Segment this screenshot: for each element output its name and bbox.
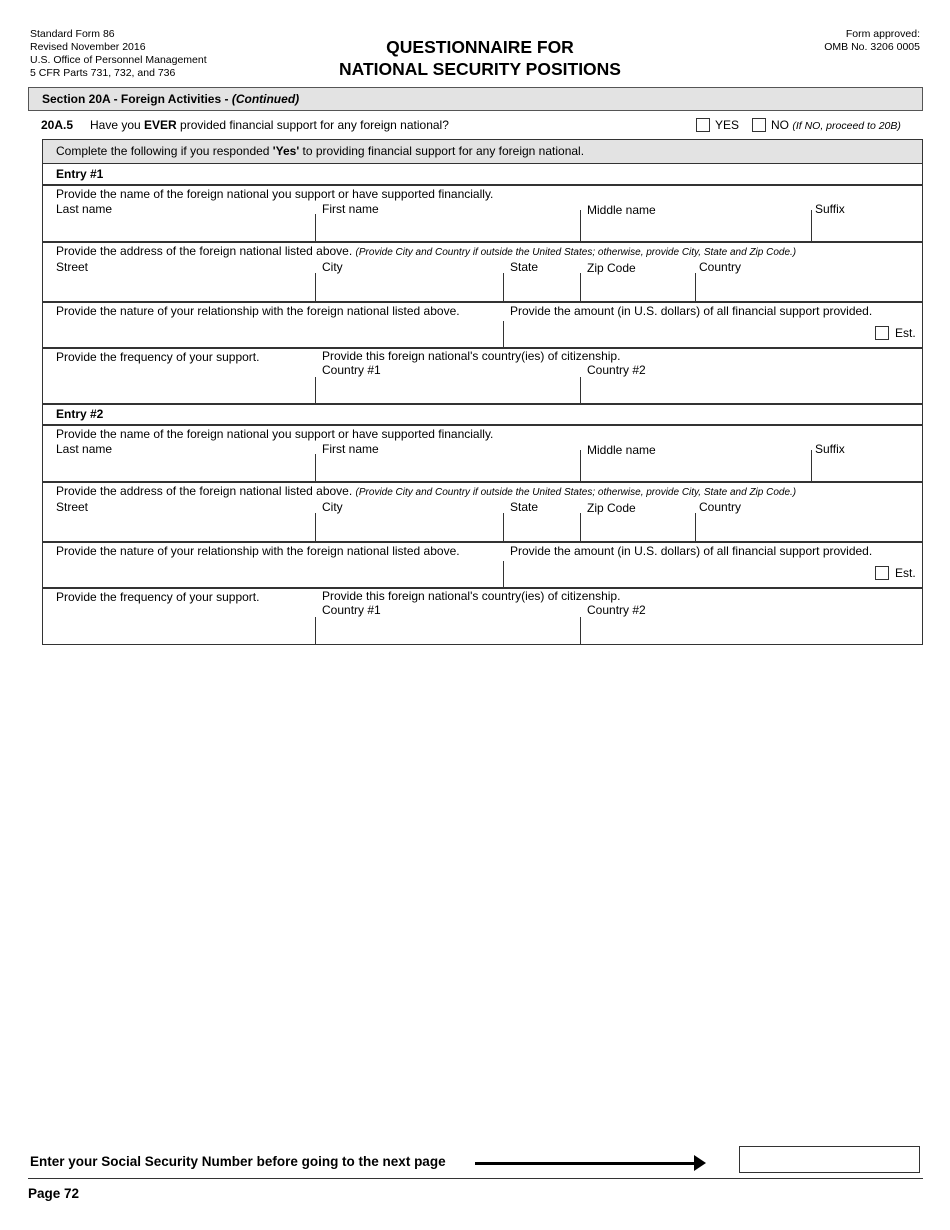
divider <box>43 184 922 186</box>
street-input[interactable] <box>43 273 315 301</box>
form-title-line1: QUESTIONNAIRE FOR <box>386 37 574 57</box>
question-row <box>28 111 923 139</box>
entry-title: Entry #1 <box>56 167 104 181</box>
no-option <box>752 117 901 132</box>
form-approval <box>824 28 920 54</box>
no-label <box>771 118 901 132</box>
street-label: Street <box>56 500 89 514</box>
divider <box>43 481 922 483</box>
est-label: Est. <box>895 326 916 340</box>
divider <box>43 241 922 243</box>
middle-name-label: Middle name <box>587 443 656 457</box>
address-prompt <box>56 244 796 258</box>
state-input[interactable] <box>504 513 580 541</box>
name-prompt: Provide the name of the foreign national you support or have supported financially. <box>56 427 494 441</box>
approval-line1: Form approved: <box>845 28 920 40</box>
middle-name-label: Middle name <box>587 203 656 217</box>
form-title-line2: NATIONAL SECURITY POSITIONS <box>339 59 621 79</box>
first-name-label: First name <box>322 202 379 216</box>
country1-label: Country #1 <box>322 603 381 617</box>
name-prompt: Provide the name of the foreign national you support or have supported financially. <box>56 187 494 201</box>
last-name-input[interactable] <box>43 214 315 242</box>
section-continued: (Continued) <box>231 92 300 106</box>
address-prompt-text: Provide the address of the foreign national listed above. <box>56 244 353 258</box>
question-text-post: provided financial support for any foreign national? <box>176 118 449 132</box>
section-title: Section 20A - Foreign Activities - <box>42 92 232 106</box>
relationship-input[interactable] <box>43 318 503 347</box>
no-label-text: NO <box>771 117 789 132</box>
country2-input[interactable] <box>581 377 922 403</box>
city-input[interactable] <box>316 273 503 301</box>
question-text-pre: Have you <box>90 118 145 132</box>
suffix-input[interactable] <box>812 454 922 482</box>
footer-divider <box>28 1178 923 1179</box>
last-name-input[interactable] <box>43 454 315 482</box>
divider <box>43 424 922 426</box>
approval-line2: OMB No. 3206 0005 <box>824 41 920 53</box>
yes-option <box>696 117 739 132</box>
address-prompt <box>56 484 796 498</box>
country2-label: Country #2 <box>587 603 646 617</box>
yes-checkbox[interactable] <box>696 118 710 132</box>
relationship-prompt: Provide the nature of your relationship with the foreign national listed above. <box>56 544 460 558</box>
country2-input[interactable] <box>581 617 922 644</box>
instruction-bar <box>43 140 922 164</box>
last-name-label: Last name <box>56 202 113 216</box>
arrow-right-icon <box>694 1155 706 1171</box>
form-identification <box>30 28 207 80</box>
page-number: Page 72 <box>28 1186 80 1201</box>
relationship-prompt: Provide the nature of your relationship with the foreign national listed above. <box>56 304 460 318</box>
first-name-input[interactable] <box>316 214 580 242</box>
yes-label: YES <box>715 117 740 132</box>
ssn-input[interactable] <box>739 1146 920 1173</box>
citizenship-prompt: Provide this foreign national's country(ies) of citizenship. <box>322 589 621 603</box>
city-label: City <box>322 260 343 274</box>
divider <box>43 403 922 405</box>
question-number: 20A.5 <box>41 118 74 132</box>
financial-support-table <box>42 139 923 645</box>
street-label: Street <box>56 260 89 274</box>
form-id-line: Revised November 2016 <box>30 41 146 53</box>
ssn-prompt: Enter your Social Security Number before going to the next page <box>30 1154 446 1169</box>
country-label: Country <box>699 260 742 274</box>
est-label: Est. <box>895 566 916 580</box>
suffix-label: Suffix <box>815 202 845 216</box>
first-name-label: First name <box>322 442 379 456</box>
divider <box>43 541 922 543</box>
frequency-prompt: Provide the frequency of your support. <box>56 590 260 604</box>
frequency-prompt: Provide the frequency of your support. <box>56 350 260 364</box>
est-checkbox[interactable] <box>875 326 889 340</box>
amount-prompt: Provide the amount (in U.S. dollars) of all financial support provided. <box>510 544 873 558</box>
country1-input[interactable] <box>316 617 580 644</box>
no-checkbox[interactable] <box>752 118 766 132</box>
amount-input[interactable] <box>504 561 874 587</box>
first-name-input[interactable] <box>316 454 580 482</box>
address-note: (Provide City and Country if outside the United States; otherwise, provide City, State and Zip Code.) <box>355 247 797 258</box>
frequency-input[interactable] <box>43 364 315 403</box>
last-name-label: Last name <box>56 442 113 456</box>
suffix-input[interactable] <box>812 214 922 242</box>
city-input[interactable] <box>316 513 503 541</box>
amount-prompt: Provide the amount (in U.S. dollars) of all financial support provided. <box>510 304 873 318</box>
question-text-bold: EVER <box>144 118 177 132</box>
form-id-line: U.S. Office of Personnel Management <box>30 54 207 66</box>
state-label: State <box>510 260 539 274</box>
form-title <box>300 36 660 80</box>
zip-input[interactable] <box>581 273 695 301</box>
form-id-line: 5 CFR Parts 731, 732, and 736 <box>30 67 176 79</box>
middle-name-input[interactable] <box>581 454 811 482</box>
state-input[interactable] <box>504 273 580 301</box>
citizenship-prompt: Provide this foreign national's country(ies) of citizenship. <box>322 349 621 363</box>
no-note: (If NO, proceed to 20B) <box>792 119 901 132</box>
zip-input[interactable] <box>581 513 695 541</box>
amount-input[interactable] <box>504 321 874 347</box>
country1-input[interactable] <box>316 377 580 403</box>
address-note: (Provide City and Country if outside the United States; otherwise, provide City, State and Zip Code.) <box>355 487 797 498</box>
state-label: State <box>510 500 539 514</box>
instruction-pre: Complete the following if you responded <box>56 144 273 158</box>
instruction-bold: 'Yes' <box>272 144 300 158</box>
instruction-post: to providing financial support for any foreign national. <box>299 144 585 158</box>
frequency-input[interactable] <box>43 604 315 644</box>
address-prompt-text: Provide the address of the foreign national listed above. <box>56 484 353 498</box>
suffix-label: Suffix <box>815 442 845 456</box>
country1-label: Country #1 <box>322 363 381 377</box>
country2-label: Country #2 <box>587 363 646 377</box>
country-label: Country <box>699 500 742 514</box>
form-id-line: Standard Form 86 <box>30 28 115 40</box>
est-checkbox[interactable] <box>875 566 889 580</box>
country-input[interactable] <box>696 513 922 541</box>
section-header <box>28 87 923 111</box>
street-input[interactable] <box>43 513 315 541</box>
country-input[interactable] <box>696 273 922 301</box>
divider <box>43 301 922 303</box>
middle-name-input[interactable] <box>581 214 811 242</box>
entry-title: Entry #2 <box>56 407 104 421</box>
relationship-input[interactable] <box>43 558 503 587</box>
question-text <box>90 118 449 132</box>
zip-label: Zip Code <box>587 501 636 515</box>
arrow-line <box>475 1162 695 1165</box>
zip-label: Zip Code <box>587 261 636 275</box>
city-label: City <box>322 500 343 514</box>
